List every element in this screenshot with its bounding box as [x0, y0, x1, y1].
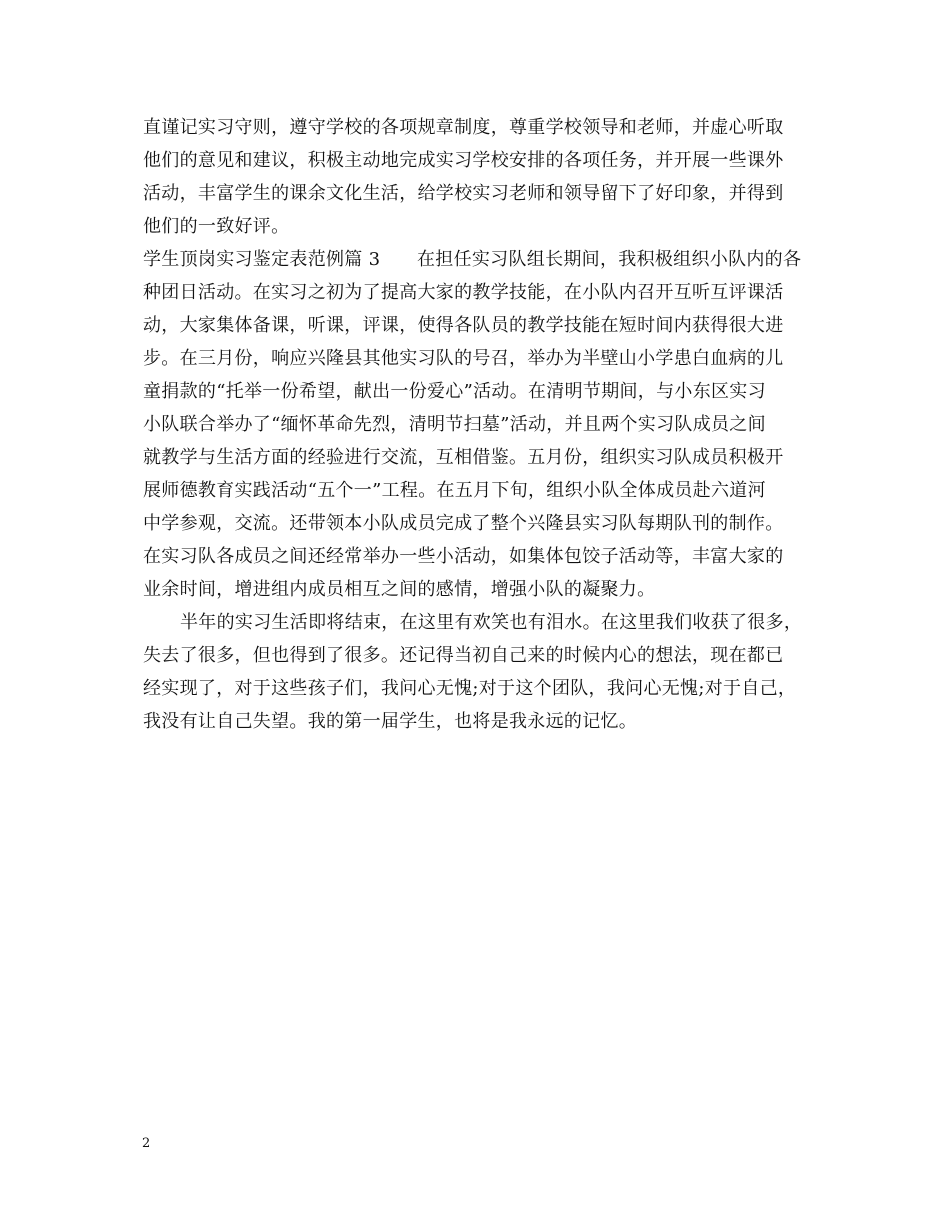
text-line: 他们的一致好评。 — [143, 216, 290, 237]
text-line: 种团日活动。在实习之初为了提高大家的教学技能，在小队内召开互听互评课活 — [143, 282, 784, 303]
text-line: 活动，丰富学生的课余文化生活，给学校实习老师和领导留下了好印象，并得到 — [143, 183, 784, 204]
text-line: 业余时间，增进组内成员相互之间的感情，增强小队的凝聚力。 — [143, 579, 656, 600]
section-heading-line: 学生顶岗实习鉴定表范例篇 3 在担任实习队组长期间，我积极组织小队内的各 — [143, 249, 802, 270]
text-line: 动，大家集体备课，听课，评课，使得各队员的教学技能在短时间内获得很大进 — [143, 315, 784, 336]
text-line: 小队联合举办了“缅怀革命先烈，清明节扫墓”活动，并且两个实习队成员之间 — [143, 414, 766, 435]
paragraph-start-line: 半年的实习生活即将结束，在这里有欢笑也有泪水。在这里我们收获了很多， — [180, 612, 803, 633]
text-line: 就教学与生活方面的经验进行交流，互相借鉴。五月份，组织实习队成员积极开 — [143, 447, 784, 468]
text-line: 直谨记实习守则，遵守学校的各项规章制度，尊重学校领导和老师，并虚心听取 — [143, 117, 784, 138]
page-number: 2 — [142, 1136, 151, 1151]
text-line: 中学参观，交流。还带领本小队成员完成了整个兴隆县实习队每期队刊的制作。 — [143, 513, 784, 534]
text-line: 童捐款的“托举一份希望，献出一份爱心”活动。在清明节期间，与小东区实习 — [143, 381, 766, 402]
text-line: 经实现了，对于这些孩子们，我问心无愧;对于这个团队，我问心无愧;对于自己， — [143, 678, 797, 699]
text-line: 失去了很多，但也得到了很多。还记得当初自己来的时候内心的想法，现在都已 — [143, 645, 784, 666]
text-line: 步。在三月份，响应兴隆县其他实习队的号召，举办为半壁山小学患白血病的儿 — [143, 348, 784, 369]
text-line: 展师德教育实践活动“五个一”工程。在五月下旬，组织小队全体成员赴六道河 — [143, 480, 766, 501]
text-line: 他们的意见和建议，积极主动地完成实习学校安排的各项任务，并开展一些课外 — [143, 150, 784, 171]
text-line: 在实习队各成员之间还经常举办一些小活动，如集体包饺子活动等，丰富大家的 — [143, 546, 784, 567]
text-line: 我没有让自己失望。我的第一届学生，也将是我永远的记忆。 — [143, 711, 638, 732]
